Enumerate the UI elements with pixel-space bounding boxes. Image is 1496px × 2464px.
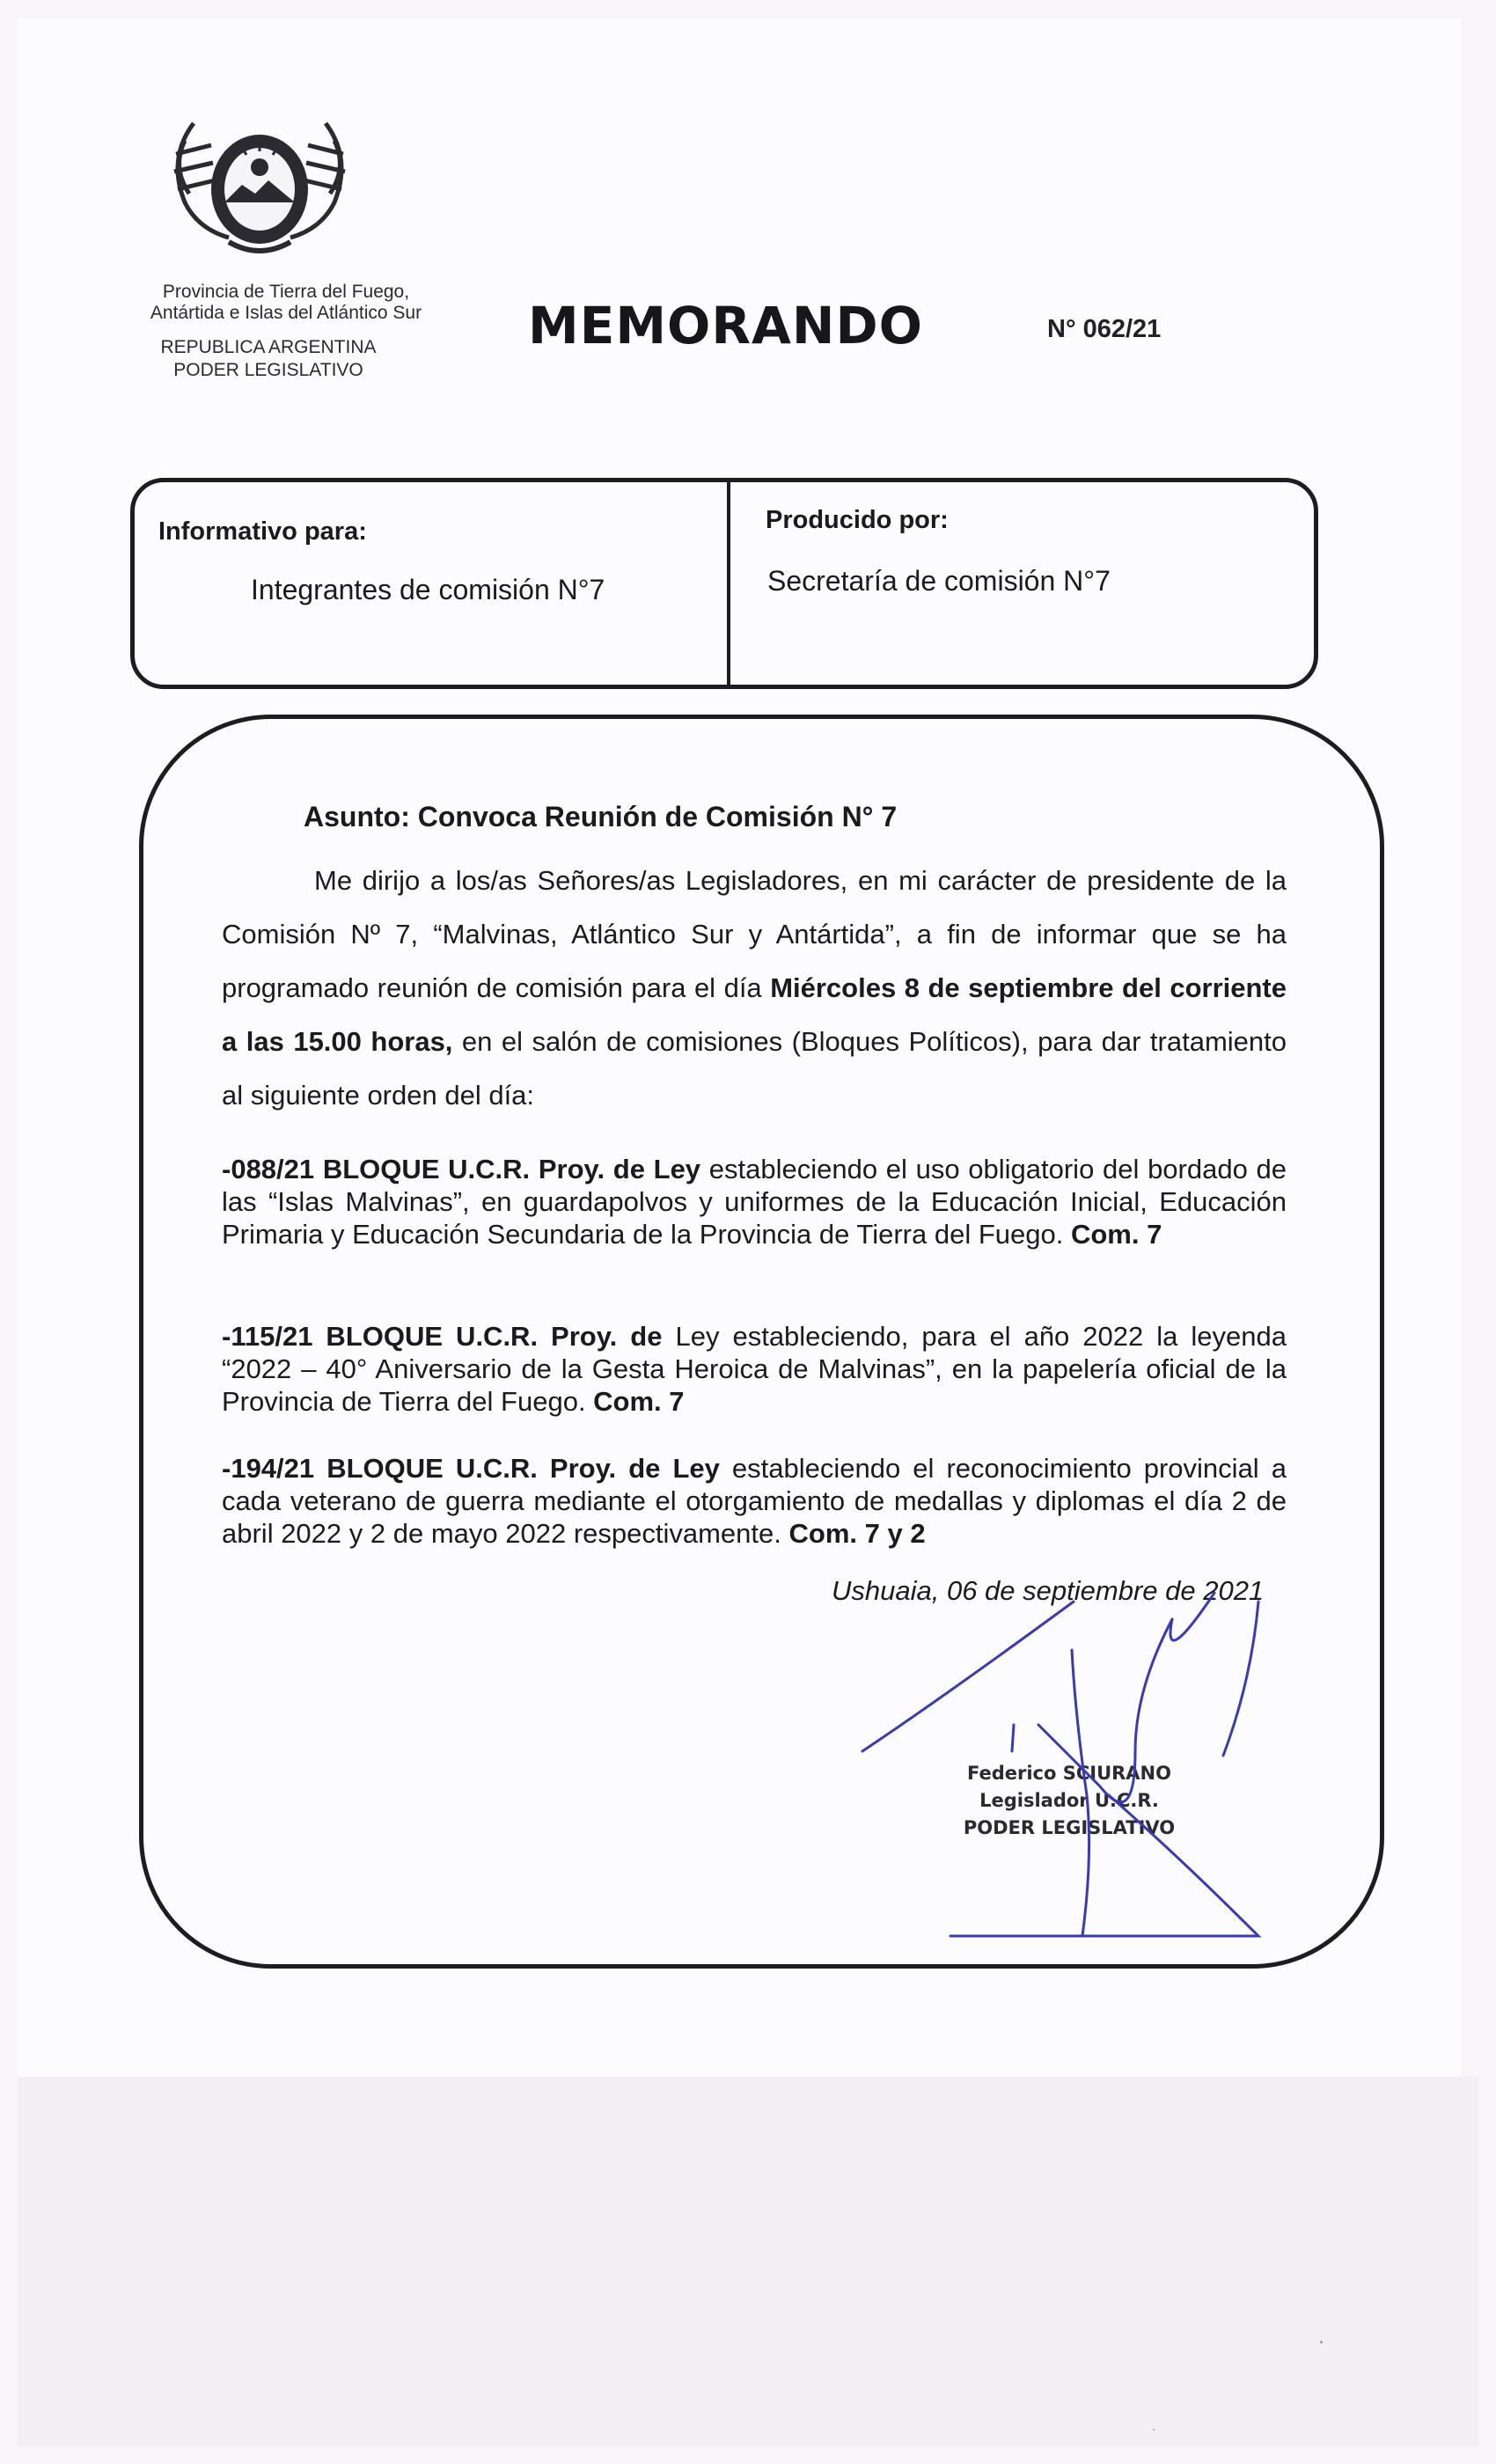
intro-text: Me dirijo a los/as Señores/as Legisladores, en mi carácter de presidente de la Comisión Nº 7, “Malvinas, Atlántico Sur y Antártida”, a fin de informar que se ha programado reunión de comisión para el día (222, 865, 1287, 1003)
agenda-item (222, 1153, 1287, 1250)
legislative-branch: PODER LEGISLATIVO (173, 360, 363, 380)
agenda-item-ref: -194/21 BLOQUE U.C.R. Proy. de Ley (222, 1453, 720, 1484)
signer-branch: PODER LEGISLATIVO (963, 1817, 1176, 1838)
handwritten-signature (845, 1566, 1302, 1971)
agenda-item-text: Ley estableciendo, para el año 2022 la leyenda “2022 – 40° Aniversario de la Gesta Heroica de Malvinas”, en la papelería oficial de la Provincia de Tierra del Fuego. (222, 1321, 1287, 1417)
scan-margin (18, 2077, 1478, 2446)
signer-name: Federico SCIURANO (966, 1763, 1171, 1784)
agenda-item (222, 1452, 1287, 1550)
provincial-emblem-icon (158, 106, 361, 264)
agenda-item-ref: -088/21 BLOQUE U.C.R. Proy. de Ley (222, 1154, 701, 1184)
producido-label: Producido por: (766, 506, 949, 534)
agenda-item (222, 1320, 1287, 1418)
province-name (123, 282, 449, 324)
informativo-value: Integrantes de comisión N°7 (251, 574, 605, 605)
institution-block (123, 336, 414, 382)
place-and-date: Ushuaia, 06 de septiembre de 2021 (832, 1575, 1265, 1606)
memo-number: N° 062/21 (1047, 315, 1162, 343)
province-line-2: Antártida e Islas del Atlántico Sur (150, 303, 422, 323)
scan-speck (1320, 2341, 1323, 2343)
memo-subject: Asunto: Convoca Reunión de Comisión N° 7 (304, 801, 898, 832)
agenda-item-text: estableciendo el uso obligatorio del bordado de las “Islas Malvinas”, en guardapolvos y uniformes de la Educación Inicial, Educación Primaria y Educación Secundaria de la Provincia de Tierra del Fuego. (222, 1154, 1287, 1250)
agenda-item-ref: -115/21 BLOQUE U.C.R. Proy. de (222, 1321, 663, 1352)
memo-intro-paragraph (222, 854, 1287, 1122)
meeting-datetime: Miércoles 8 de septiembre del corriente a las 15.00 horas, (222, 972, 1287, 1057)
agenda-item-text: estableciendo el reconocimiento provincial a cada veterano de guerra mediante el otorgamiento de medallas y diplomas el día 2 de abril 2022 y 2 de mayo 2022 respectivamente. (222, 1453, 1287, 1549)
routing-divider (727, 480, 730, 687)
province-line-1: Provincia de Tierra del Fuego, (162, 282, 410, 302)
agenda-item-committee: Com. 7 y 2 (788, 1518, 926, 1549)
signer-role: Legislador U.C.R. (979, 1790, 1159, 1811)
republic-name: REPUBLICA ARGENTINA (160, 337, 377, 357)
document-title: MEMORANDO (528, 296, 923, 356)
informativo-label: Informativo para: (158, 517, 367, 546)
producido-value: Secretaría de comisión N°7 (767, 565, 1111, 597)
intro-text-end: en el salón de comisiones (Bloques Políticos), para dar tratamiento al siguiente orden del día: (222, 1026, 1287, 1111)
agenda-item-committee: Com. 7 (1070, 1219, 1162, 1250)
agenda-item-committee: Com. 7 (593, 1386, 685, 1417)
scan-speck (1153, 2429, 1155, 2431)
